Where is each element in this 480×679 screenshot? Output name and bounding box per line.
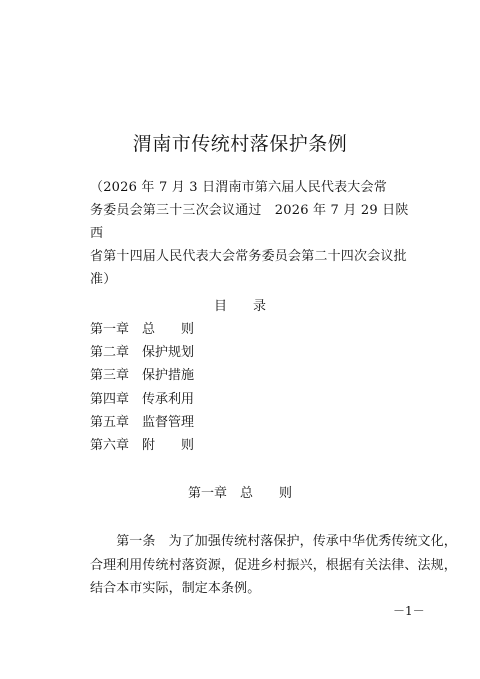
chapter-heading: 第一章 总 则 [187, 486, 292, 501]
toc-item-title: 监督管理 [142, 414, 195, 430]
toc-item-title: 总 则 [142, 322, 195, 337]
adoption-note [90, 176, 410, 291]
toc-item [90, 413, 390, 436]
adoption-note-line-3: 省第十四届人民代表大会常务委员会第二十四次会议批 [90, 249, 407, 264]
toc-heading-char-2: 录 [253, 299, 267, 314]
toc-item-title: 传承利用 [142, 391, 195, 407]
toc-item [90, 366, 390, 389]
article-line-2: 合理利用传统村落资源，促进乡村振兴，根据有关法律、法规， [90, 557, 457, 573]
toc-item-number: 第四章 [90, 391, 130, 407]
adoption-note-line-4: 准） [90, 272, 117, 287]
toc-item-title: 保护措施 [142, 368, 195, 384]
toc-item [90, 343, 390, 366]
toc-heading-char-1: 目 [213, 299, 227, 314]
article-line-3: 结合本市实际，制定本条例。 [90, 581, 261, 596]
adoption-note-line-2: 务委员会第三十三次会议通过 2026 年 7 月 29 日陕西 [90, 203, 409, 241]
toc-item [90, 390, 390, 413]
toc-item-title: 附 则 [142, 437, 195, 453]
toc-heading [0, 297, 480, 317]
table-of-contents [90, 320, 390, 459]
toc-item [90, 436, 390, 459]
toc-item-number: 第一章 [90, 322, 130, 337]
toc-item-title: 保护规划 [142, 345, 195, 361]
article-text [90, 530, 457, 601]
document-title: 渭南市传统村落保护条例 [132, 133, 348, 155]
toc-item-number: 第六章 [90, 437, 130, 453]
toc-item-number: 第二章 [90, 345, 130, 361]
toc-item [90, 320, 390, 343]
page-number: －1－ [393, 604, 425, 618]
adoption-note-line-1: （2026 年 7 月 3 日渭南市第六届人民代表大会常 [90, 180, 387, 195]
article-line-1: 第一条 为了加强传统村落保护，传承中华优秀传统文化， [90, 534, 457, 549]
toc-item-number: 第三章 [90, 368, 130, 384]
toc-item-number: 第五章 [90, 414, 130, 430]
